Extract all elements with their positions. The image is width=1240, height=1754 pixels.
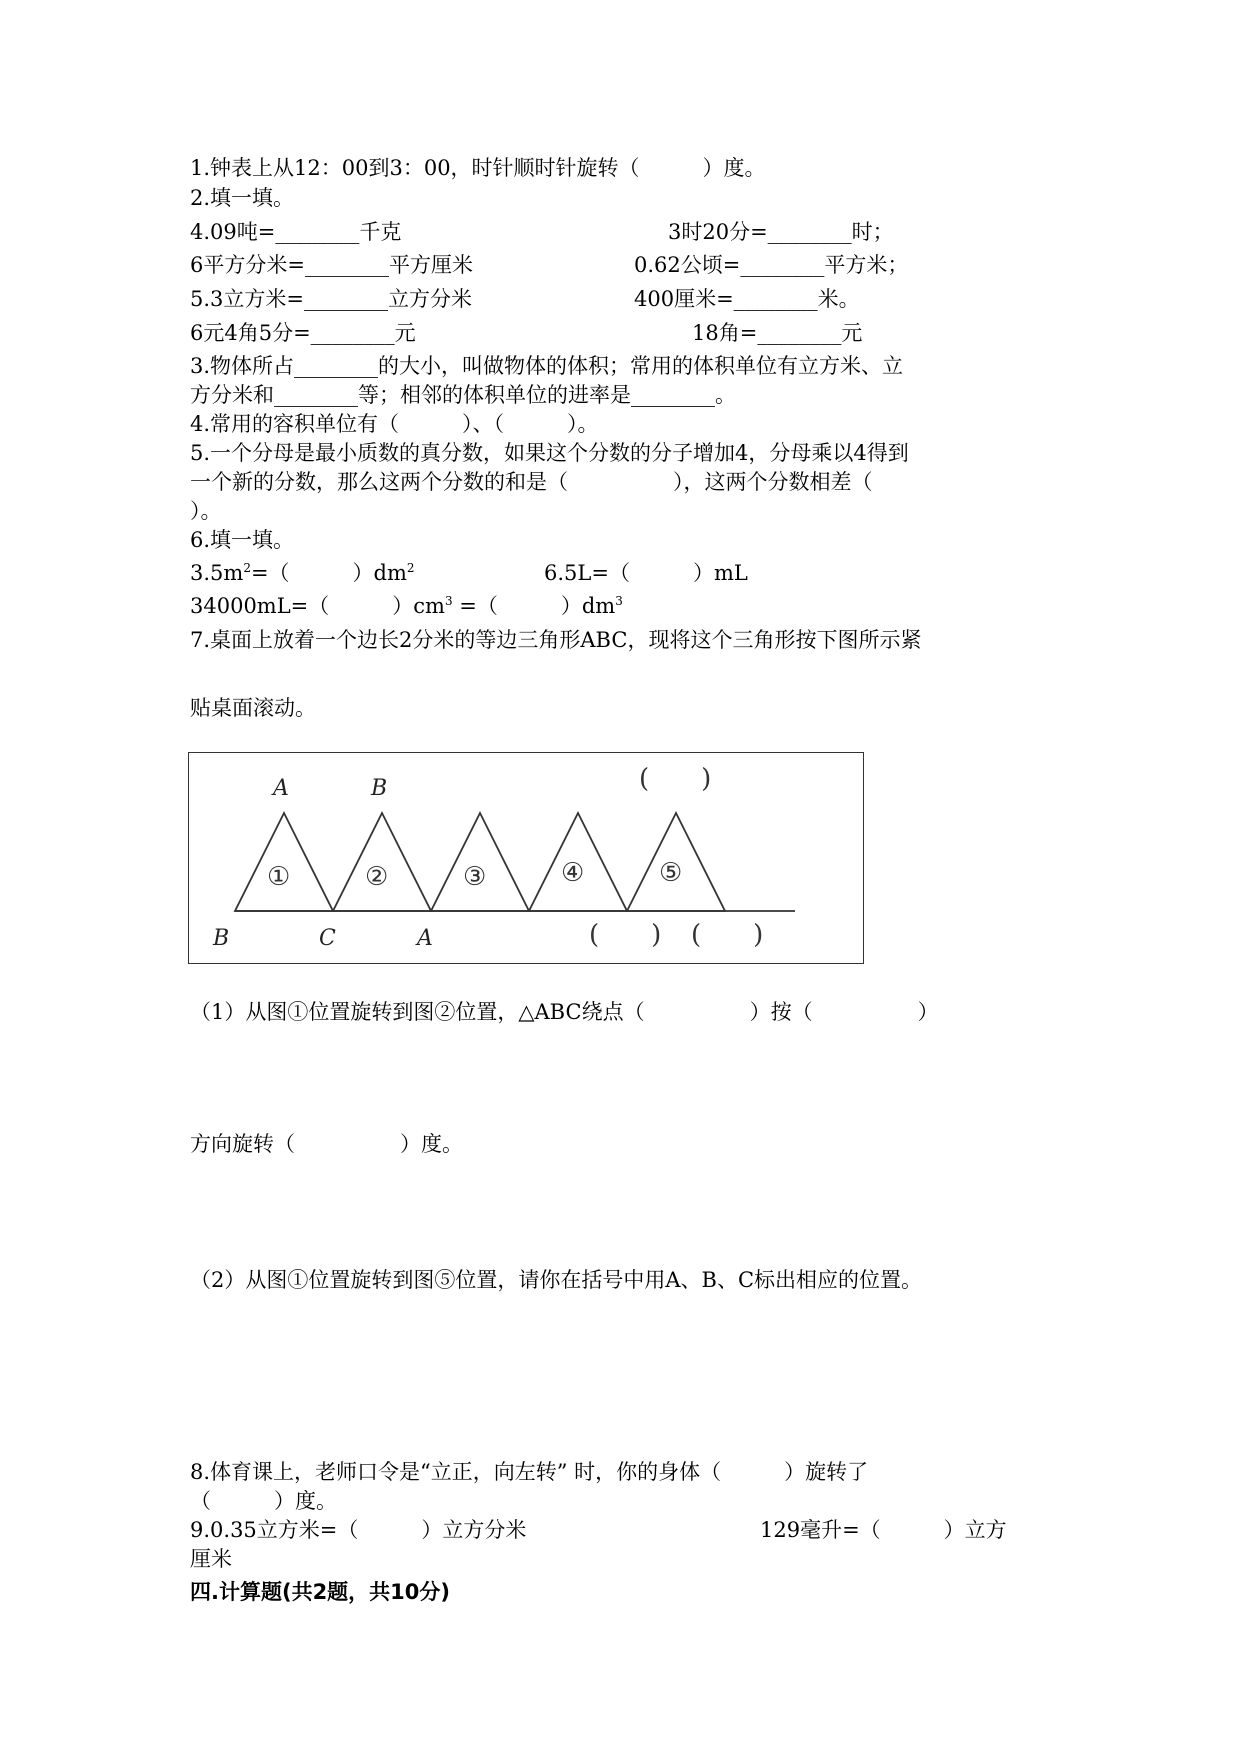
q6-item-c: 34000mL=（ ）$cm^3$ =（ ）$dm^3$: [190, 594, 623, 618]
question-8-line2: （ ）度。: [190, 1489, 337, 1513]
q2-row3-right: 400厘米=________米。: [634, 287, 860, 311]
blank-paren-bottom-right: ( ): [691, 920, 764, 950]
question-9-left: 9.0.35立方米=（ ）立方分米: [190, 1518, 527, 1542]
question-8-line1: 8.体育课上，老师口令是“立正，向左转” 时，你的身体（ ）旋转了: [190, 1460, 869, 1484]
number-4: ④: [561, 858, 585, 888]
number-3: ③: [463, 862, 487, 892]
q2-row2-left: 6平方分米=________平方厘米: [190, 253, 473, 277]
question-2-title: 2.填一填。: [190, 186, 295, 210]
question-7-line2: 贴桌面滚动。: [190, 696, 316, 720]
number-2: ②: [365, 862, 389, 892]
label-b-top: B: [371, 776, 388, 801]
q2-row4-left: 6元4角5分=________元: [190, 321, 416, 345]
question-5-line1: 5.一个分母是最小质数的真分数，如果这个分数的分子增加4，分母乘以4得到: [190, 441, 909, 465]
question-7-sub2: （2）从图①位置旋转到图⑤位置，请你在括号中用A、B、C标出相应的位置。: [190, 1268, 923, 1292]
question-3-line1: 3.物体所占________的大小，叫做物体的体积；常用的体积单位有立方米、立: [190, 354, 904, 378]
q2-row1-left: 4.09吨=________千克: [190, 220, 402, 244]
question-5-line3: ）。: [190, 499, 222, 523]
number-5: ⑤: [659, 858, 683, 888]
label-a-bottom: A: [417, 926, 433, 951]
section-4-heading: 四.计算题(共2题，共10分): [190, 1580, 451, 1604]
q2-row3-left: 5.3立方米=________立方分米: [190, 287, 472, 311]
question-7-line1: 7.桌面上放着一个边长2分米的等边三角形ABC，现将这个三角形按下图所示紧: [190, 628, 922, 652]
label-b-bottom: B: [213, 926, 230, 951]
question-5-line2: 一个新的分数，那么这两个分数的和是（ ），这两个分数相差（: [190, 470, 873, 494]
question-7-sub1-line1: （1）从图①位置旋转到图②位置，△ABC绕点（ ）按（ ）: [190, 1000, 939, 1024]
label-c-bottom: C: [319, 926, 336, 951]
question-3-line2: 方分米和________等；相邻的体积单位的进率是________。: [190, 383, 736, 407]
q6-item-b: 6.5L=（ ）mL: [544, 561, 748, 585]
question-9-wrap: 厘米: [190, 1547, 232, 1571]
triangle-diagram: [189, 753, 865, 965]
triangle-rolling-figure: [188, 752, 864, 964]
question-4: 4.常用的容积单位有（ ）、（ ）。: [190, 412, 599, 436]
q2-row1-right: 3时20分=________时；: [668, 220, 894, 244]
q2-row4-right: 18角=________元: [692, 321, 863, 345]
label-a-top: A: [273, 776, 289, 801]
q6-item-a: $3.5m^2=$（ ）$dm^2$: [190, 561, 415, 585]
blank-paren-top: ( ): [639, 764, 712, 794]
q2-row2-right: 0.62公顷=________平方米；: [634, 253, 909, 277]
question-7-sub1-line2: 方向旋转（ ）度。: [190, 1132, 463, 1156]
number-1: ①: [267, 862, 291, 892]
question-1: 1.钟表上从12：00到3：00，时针顺时针旋转（ ）度。: [190, 156, 766, 180]
question-6-title: 6.填一填。: [190, 528, 295, 552]
question-9-right: 129毫升=（ ）立方: [760, 1518, 1007, 1542]
blank-paren-bottom-left: ( ): [589, 920, 662, 950]
